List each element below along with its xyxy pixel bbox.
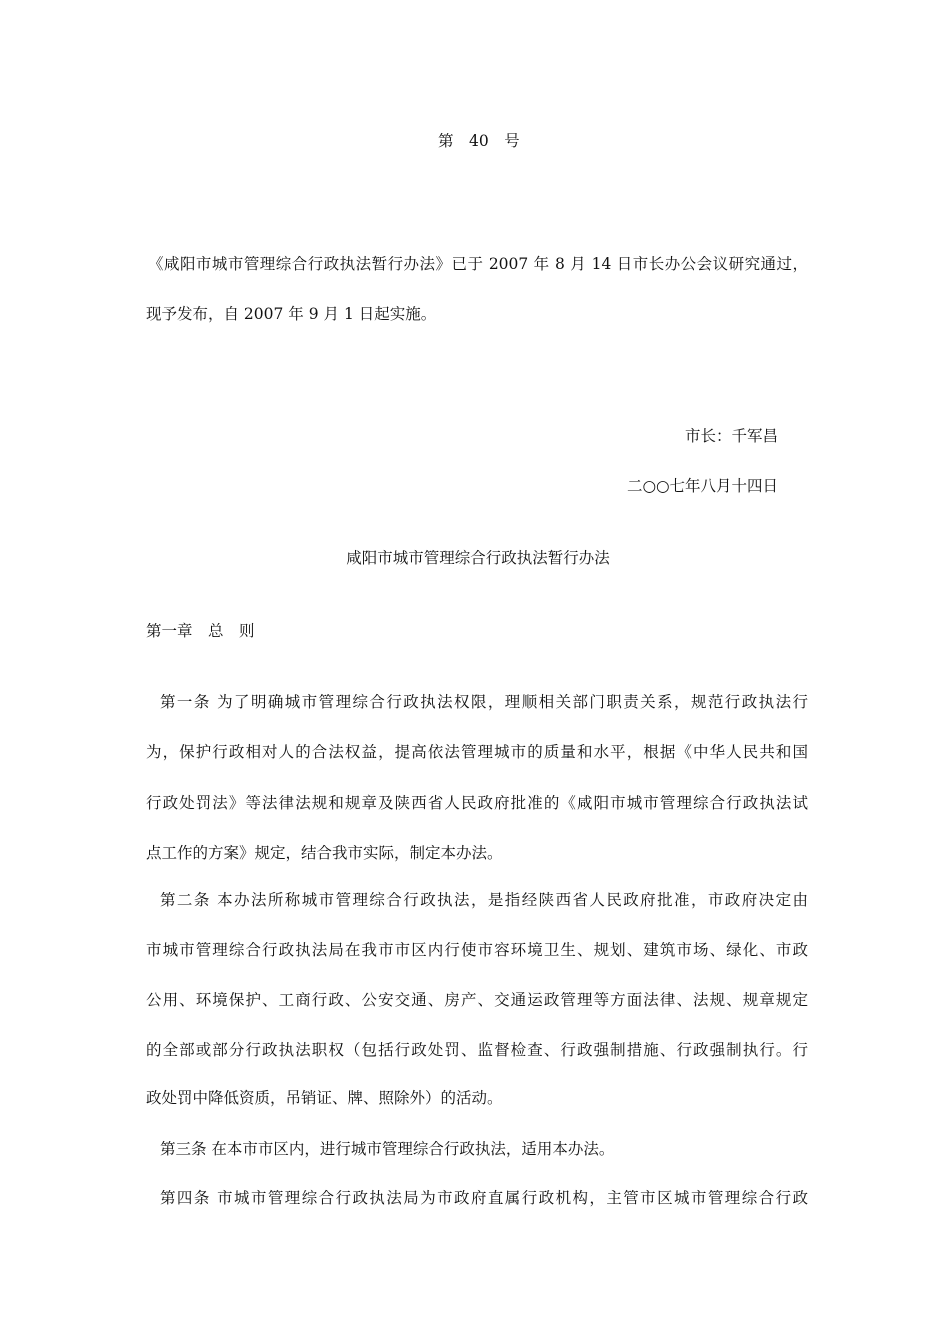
article-3-line: 第三条 在本市市区内，进行城市管理综合行政执法，适用本办法。 — [160, 1140, 615, 1158]
article-1-line: 点工作的方案》规定，结合我市实际，制定本办法。 — [146, 844, 503, 862]
announcement-line-1: 《咸阳市城市管理综合行政执法暂行办法》已于 2007 年 8 月 14 日市长办公会议研究通过， — [148, 255, 808, 273]
mayor-signature: 市长：千军昌 — [684, 427, 778, 445]
article-1-line: 第一条 为了明确城市管理综合行政执法权限，理顺相关部门职责关系，规范行政执法行 — [160, 693, 808, 711]
signature-date: 二○○七年八月十四日 — [626, 477, 778, 495]
announcement-line-2: 现予发布，自 2007 年 9 月 1 日起实施。 — [146, 305, 437, 323]
article-2-line: 的全部或部分行政执法职权（包括行政处罚、监督检查、行政强制措施、行政强制执行。行 — [146, 1041, 808, 1059]
article-1-line: 行政处罚法》等法律法规和规章及陕西省人民政府批准的《咸阳市城市管理综合行政执法试 — [146, 794, 808, 812]
article-2-line: 市城市管理综合行政执法局在我市市区内行使市容环境卫生、规划、建筑市场、绿化、市政 — [146, 941, 808, 959]
document-title: 咸阳市城市管理综合行政执法暂行办法 — [346, 549, 610, 567]
article-1-line: 为，保护行政相对人的合法权益，提高依法管理城市的质量和水平，根据《中华人民共和国 — [146, 743, 808, 761]
article-2-line: 第二条 本办法所称城市管理综合行政执法，是指经陕西省人民政府批准，市政府决定由 — [160, 891, 808, 909]
article-2-line: 公用、环境保护、工商行政、公安交通、房产、交通运政管理等方面法律、法规、规章规定 — [146, 991, 808, 1009]
article-2-line: 政处罚中降低资质，吊销证、牌、照除外）的活动。 — [146, 1089, 503, 1107]
article-4-line: 第四条 市城市管理综合行政执法局为市政府直属行政机构，主管市区城市管理综合行政 — [160, 1189, 808, 1207]
chapter-heading: 第一章 总 则 — [146, 622, 255, 640]
document-number: 第 40 号 — [438, 132, 520, 150]
